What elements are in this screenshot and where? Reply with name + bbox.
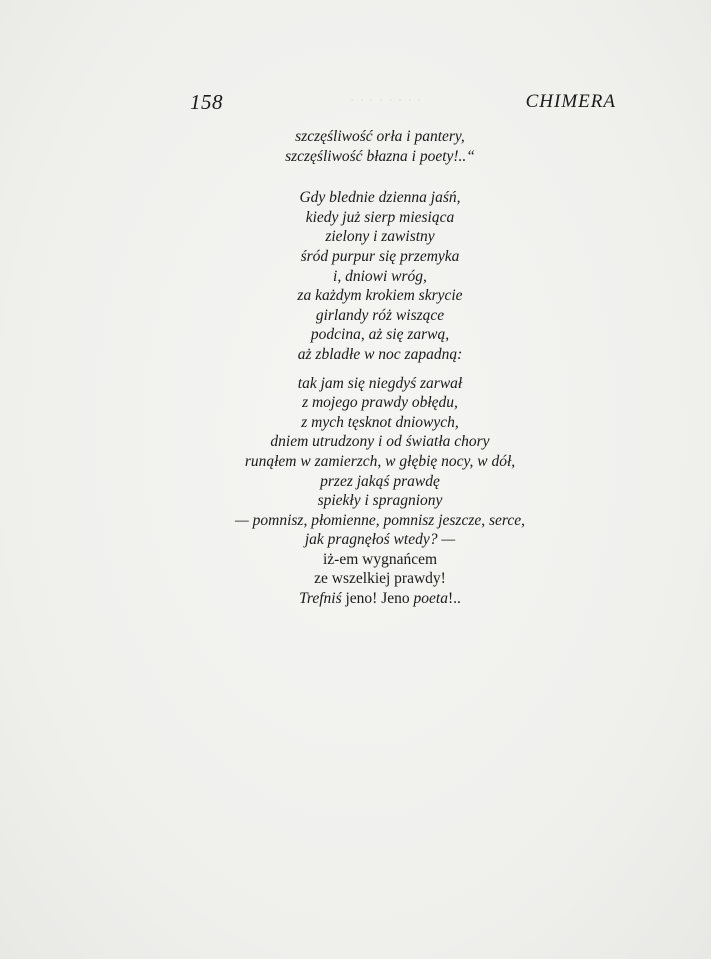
- poem-closing-line: [180, 589, 580, 609]
- bleed-through-heading: · · · · · · · ·: [350, 92, 423, 107]
- poem-line: zielony i zawistny: [325, 228, 435, 246]
- roman-words: jeno! Jeno: [341, 590, 414, 608]
- poem-line: dniem utrudzony i od światła chory: [270, 433, 490, 451]
- poem-line: runąłem w zamierzch, w głębię nocy, w dół,: [244, 452, 516, 470]
- poem-line: szczęśliwość orła i pantery,: [295, 128, 465, 145]
- poem-line: ze wszelkiej prawdy!: [314, 570, 446, 588]
- poem-line: z mych tęsknot dniowych,: [301, 413, 459, 431]
- poem-line: aż zbladłe w noc zapadną:: [297, 345, 463, 363]
- poem-line: z mojego prawdy obłędu,: [302, 394, 458, 412]
- poem-line: girlandy róż wiszące: [315, 306, 445, 324]
- poem-line: podcina, aż się zarwą,: [310, 326, 450, 344]
- poem-line: śród purpur się przemyka: [300, 247, 460, 265]
- italic-word-poeta: poeta: [413, 590, 448, 608]
- poem-line: — pomnisz, płomienne, pomnisz jeszcze, serce,: [234, 511, 526, 529]
- poem-line: kiedy już sierp miesiąca: [305, 208, 455, 226]
- poem-line: jak pragnęłoś wtedy? —: [304, 531, 456, 549]
- poem-line: szczęśliwość błazna i poety!..“: [285, 147, 475, 165]
- poem-line: tak jam się niegdyś zarwał: [297, 374, 463, 392]
- running-title: CHIMERA: [525, 91, 616, 112]
- closing-punctuation: !..: [447, 590, 461, 608]
- poem-line: przez jakąś prawdę: [320, 472, 440, 490]
- poem-line: iż-em wygnańcem: [322, 550, 438, 568]
- poem-line: za każdym krokiem skrycie: [297, 287, 463, 305]
- page-number: 158: [190, 90, 223, 114]
- poem-line: spiekły i spragniony: [317, 492, 443, 510]
- poem-line: i, dniowi wróg,: [333, 267, 427, 285]
- italic-word-trefnis: Trefniś: [299, 590, 342, 608]
- poem-text: [180, 127, 580, 609]
- poem-line: Gdy blednie dzienna jaśń,: [299, 189, 461, 207]
